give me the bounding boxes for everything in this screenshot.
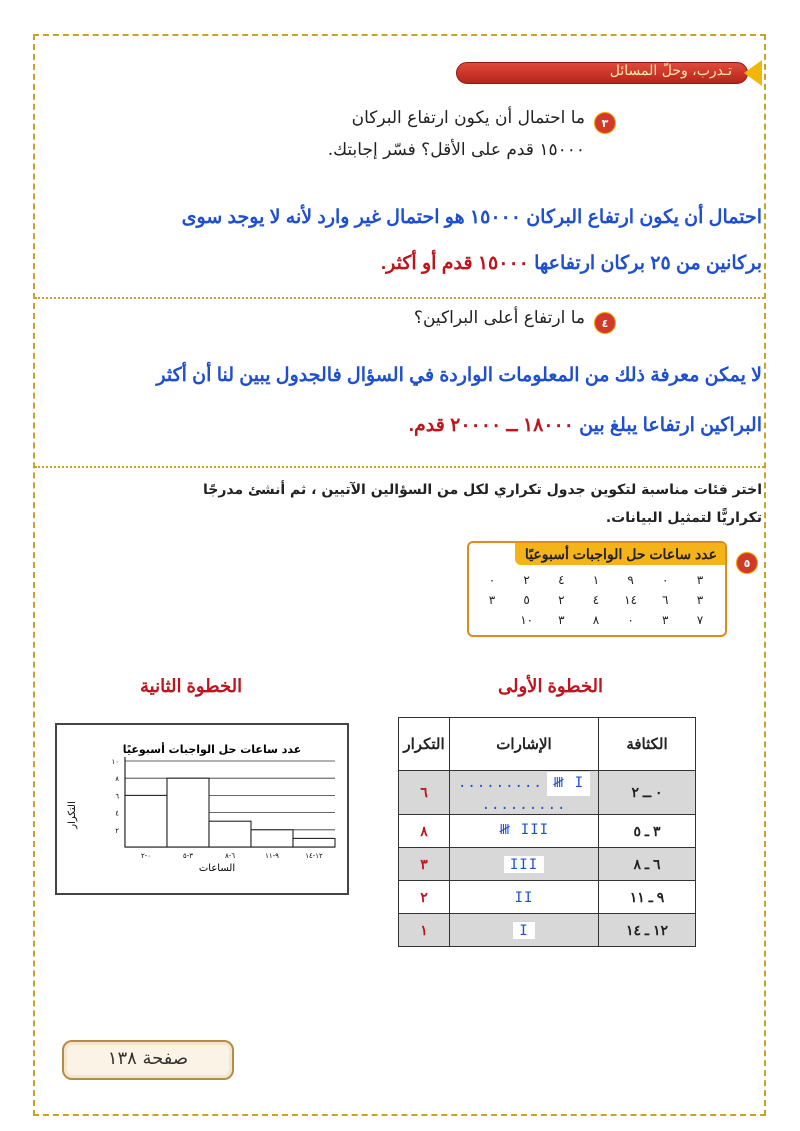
- data-cell: ٠: [662, 573, 669, 587]
- row-dots-left: .........: [457, 775, 543, 791]
- histogram-bar: [125, 795, 167, 847]
- data-cell: ٣: [696, 593, 704, 607]
- q4-answer-line2: [42, 414, 762, 437]
- row-tally: [450, 881, 599, 914]
- data-cell: ١٤: [624, 593, 638, 607]
- divider-2: [35, 466, 764, 468]
- data-row-2: [477, 593, 715, 607]
- data-card-title: عدد ساعات حل الواجبات أسبوعيًا: [515, 543, 725, 565]
- table-row: [399, 815, 696, 848]
- q3-answer-line2-part1: بركانين من ٢٥ بركان ارتفاعها: [528, 253, 762, 274]
- row-tally: [450, 914, 599, 947]
- page-number-badge: [62, 1040, 234, 1080]
- y-tick-label: ١٠: [111, 758, 119, 766]
- question-number-5: ٥: [736, 552, 758, 574]
- tally-marks: II: [514, 889, 534, 906]
- histogram-bar: [209, 821, 251, 847]
- tally-marks: 𝍸 III: [498, 822, 550, 838]
- q4-answer-line2-part2: ١٨٠٠٠ ــ ٢٠٠٠٠ قدم.: [408, 415, 574, 436]
- x-tick-label: ١٢-١٤: [305, 852, 323, 860]
- data-cell: ٣: [662, 613, 669, 627]
- data-cell: ٤: [558, 573, 565, 587]
- x-tick-label: ٦-٨: [224, 852, 236, 860]
- row-frequency: ٦: [399, 771, 450, 815]
- data-cell: ٢: [523, 573, 530, 587]
- row-frequency: ٣: [399, 848, 450, 881]
- row-frequency: ٢: [399, 881, 450, 914]
- table-row: [399, 771, 696, 815]
- q4-answer-line1: لا يمكن معرفة ذلك من المعلومات الواردة في السؤال فالجدول يبين لنا أن أكثر: [156, 365, 762, 386]
- x-tick-label: ٣-٥: [182, 852, 194, 860]
- tally-marks: 𝍸 I: [552, 775, 585, 791]
- row-tally: [450, 815, 599, 848]
- section-header: [456, 60, 762, 86]
- page-number: صفحة ١٣٨: [107, 1048, 189, 1069]
- row-dots-right: .........: [481, 797, 567, 813]
- data-card: [467, 541, 727, 637]
- data-cell: ٤: [592, 593, 600, 607]
- x-tick-label: ٩-١١: [265, 852, 279, 860]
- table-row: [399, 881, 696, 914]
- data-cell: ٠: [488, 573, 496, 587]
- q3-line2: ١٥٠٠٠ قدم على الأقل؟ فسّر إجابتك.: [327, 140, 585, 160]
- row-class: ٣ ـ ٥: [599, 815, 696, 848]
- data-cell: [477, 613, 507, 627]
- q3-answer-line2-part2: ١٥٠٠٠ قدم أو أكثر.: [380, 253, 529, 274]
- row-class: ٦ ـ ٨: [599, 848, 696, 881]
- row-tally: [450, 848, 599, 881]
- histogram-bar: [167, 778, 209, 847]
- q3-answer-line2: [42, 252, 762, 275]
- instructions-line2: تكراريًّا لتمثيل البيانات.: [605, 510, 762, 526]
- tally-marks: III: [509, 856, 539, 873]
- y-tick-label: ٦: [115, 792, 119, 801]
- row-frequency: ٨: [399, 815, 450, 848]
- divider-1: [35, 297, 764, 299]
- data-cell: ٦: [662, 593, 669, 607]
- histogram-bar: [293, 838, 335, 847]
- data-cell: ٨: [592, 613, 600, 627]
- x-axis-label: الساعات: [198, 863, 236, 874]
- data-cell: ٣: [696, 573, 704, 587]
- histogram-panel: [55, 723, 349, 895]
- q3-line1: ما احتمال أن يكون ارتفاع البركان: [351, 108, 585, 128]
- y-tick-label: ٨: [115, 775, 119, 784]
- header-class: الكثافة: [599, 718, 696, 771]
- header-tally: الإشارات: [450, 718, 599, 771]
- y-tick-label: ٢: [115, 826, 119, 835]
- data-row-3: [477, 613, 715, 627]
- data-cell: ٢: [558, 593, 565, 607]
- data-cell: ٩: [627, 573, 634, 587]
- data-cell: ٥: [523, 593, 530, 607]
- data-cell: ٣: [558, 613, 565, 627]
- data-cell: ٠: [627, 613, 634, 627]
- table-row: [399, 914, 696, 947]
- section-arrow-icon: [744, 60, 762, 86]
- histogram-bar: [251, 830, 293, 847]
- row-class: ٠ ــ ٢: [599, 771, 696, 815]
- question-number-3: ٣: [594, 112, 616, 134]
- chart-title: عدد ساعات حل الواجبات أسبوعيًا: [122, 743, 302, 756]
- data-cell: ١٠: [520, 613, 534, 627]
- y-tick-label: ٤: [115, 809, 119, 818]
- data-row-1: [477, 573, 715, 587]
- step1-title: الخطوة الأولى: [498, 676, 604, 696]
- frequency-table: [398, 717, 696, 947]
- q3-answer-line1: احتمال أن يكون ارتفاع البركان ١٥٠٠٠ هو احتمال غير وارد لأنه لا يوجد سوى: [181, 207, 762, 228]
- row-class: ٩ ـ ١١: [599, 881, 696, 914]
- row-frequency: ١: [399, 914, 450, 947]
- instructions-line1: اختر فئات مناسبة لتكوين جدول تكراري لكل من السؤالين الآتيين ، ثم أنشئ مدرجًا: [202, 482, 762, 498]
- row-class: ١٢ ـ ١٤: [599, 914, 696, 947]
- question-number-4: ٤: [594, 312, 616, 334]
- row-tally: [450, 771, 599, 815]
- header-frequency: التكرار: [399, 718, 450, 771]
- section-title: تـدرب، وحلّ المسائل: [609, 63, 732, 79]
- y-axis-label: التكرار: [67, 801, 78, 829]
- tally-marks: I: [519, 922, 529, 939]
- data-cell: ١: [592, 573, 600, 587]
- histogram-chart: [57, 725, 347, 893]
- table-header-row: [399, 718, 696, 771]
- x-tick-label: ٠-٢: [140, 852, 152, 860]
- data-cell: ٣: [488, 593, 496, 607]
- table-row: [399, 848, 696, 881]
- step2-title: الخطوة الثانية: [140, 676, 243, 696]
- q4-answer-line2-part1: البراكين ارتفاعا يبلغ بين: [573, 415, 762, 436]
- q4-question: ما ارتفاع أعلى البراكين؟: [413, 308, 585, 328]
- data-cell: ٧: [696, 613, 704, 627]
